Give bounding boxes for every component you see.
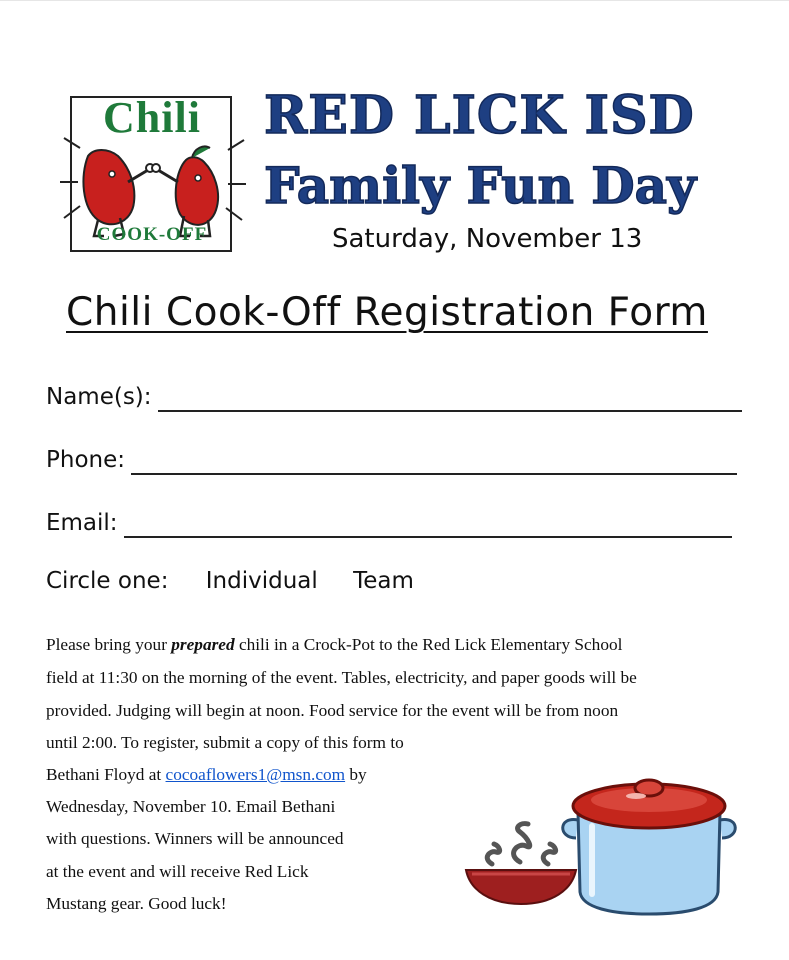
- name-label: Name(s):: [46, 384, 152, 410]
- email-label: Email:: [46, 510, 118, 536]
- option-individual[interactable]: Individual: [205, 568, 318, 594]
- phone-field[interactable]: [46, 441, 737, 475]
- contact-email-link[interactable]: cocoaflowers1@msn.com: [165, 765, 346, 784]
- instructions-line-1: [46, 634, 622, 656]
- instructions-text: Please bring your: [46, 635, 172, 654]
- circle-one-label: Circle one:: [46, 568, 169, 594]
- instructions-text: by: [345, 765, 367, 784]
- name-blank-line[interactable]: [158, 384, 742, 412]
- phone-blank-line[interactable]: [131, 447, 737, 475]
- instructions-line-5: [46, 764, 367, 786]
- instructions-line-9: Mustang gear. Good luck!: [46, 894, 227, 913]
- instructions-line-8: at the event and will receive Red Lick: [46, 862, 309, 881]
- logo-word-cook-off: COOK-OFF: [96, 224, 208, 245]
- instructions-line-2: field at 11:30 on the morning of the event. Tables, electricity, and paper goods will be: [46, 668, 637, 687]
- name-field[interactable]: [46, 378, 742, 412]
- crock-pot-icon: [556, 776, 742, 916]
- instructions-line-4: until 2:00. To register, submit a copy of this form to: [46, 733, 404, 752]
- instructions-text: chili in a Crock-Pot to the Red Lick Elementary School: [234, 635, 623, 654]
- email-field[interactable]: [46, 504, 732, 538]
- instructions-line-7: with questions. Winners will be announced: [46, 829, 344, 848]
- instructions-text: Bethani Floyd at: [46, 765, 166, 784]
- option-team[interactable]: Team: [353, 568, 414, 594]
- email-blank-line[interactable]: [124, 510, 732, 538]
- emphasis-prepared: prepared: [171, 635, 235, 654]
- logo-word-chili: Chili: [103, 93, 201, 142]
- chili-cook-off-logo: [58, 90, 248, 260]
- school-title: RED LICK ISD: [264, 85, 695, 146]
- phone-label: Phone:: [46, 447, 125, 473]
- event-date: Saturday, November 13: [332, 224, 643, 254]
- entry-type-choice: [46, 568, 414, 594]
- page-top-divider: [0, 0, 789, 1]
- form-title: Chili Cook-Off Registration Form: [66, 290, 708, 335]
- event-title: Family Fun Day: [264, 156, 697, 215]
- instructions-line-6: Wednesday, November 10. Email Bethani: [46, 797, 336, 816]
- instructions-line-3: provided. Judging will begin at noon. Food service for the event will be from noon: [46, 701, 619, 720]
